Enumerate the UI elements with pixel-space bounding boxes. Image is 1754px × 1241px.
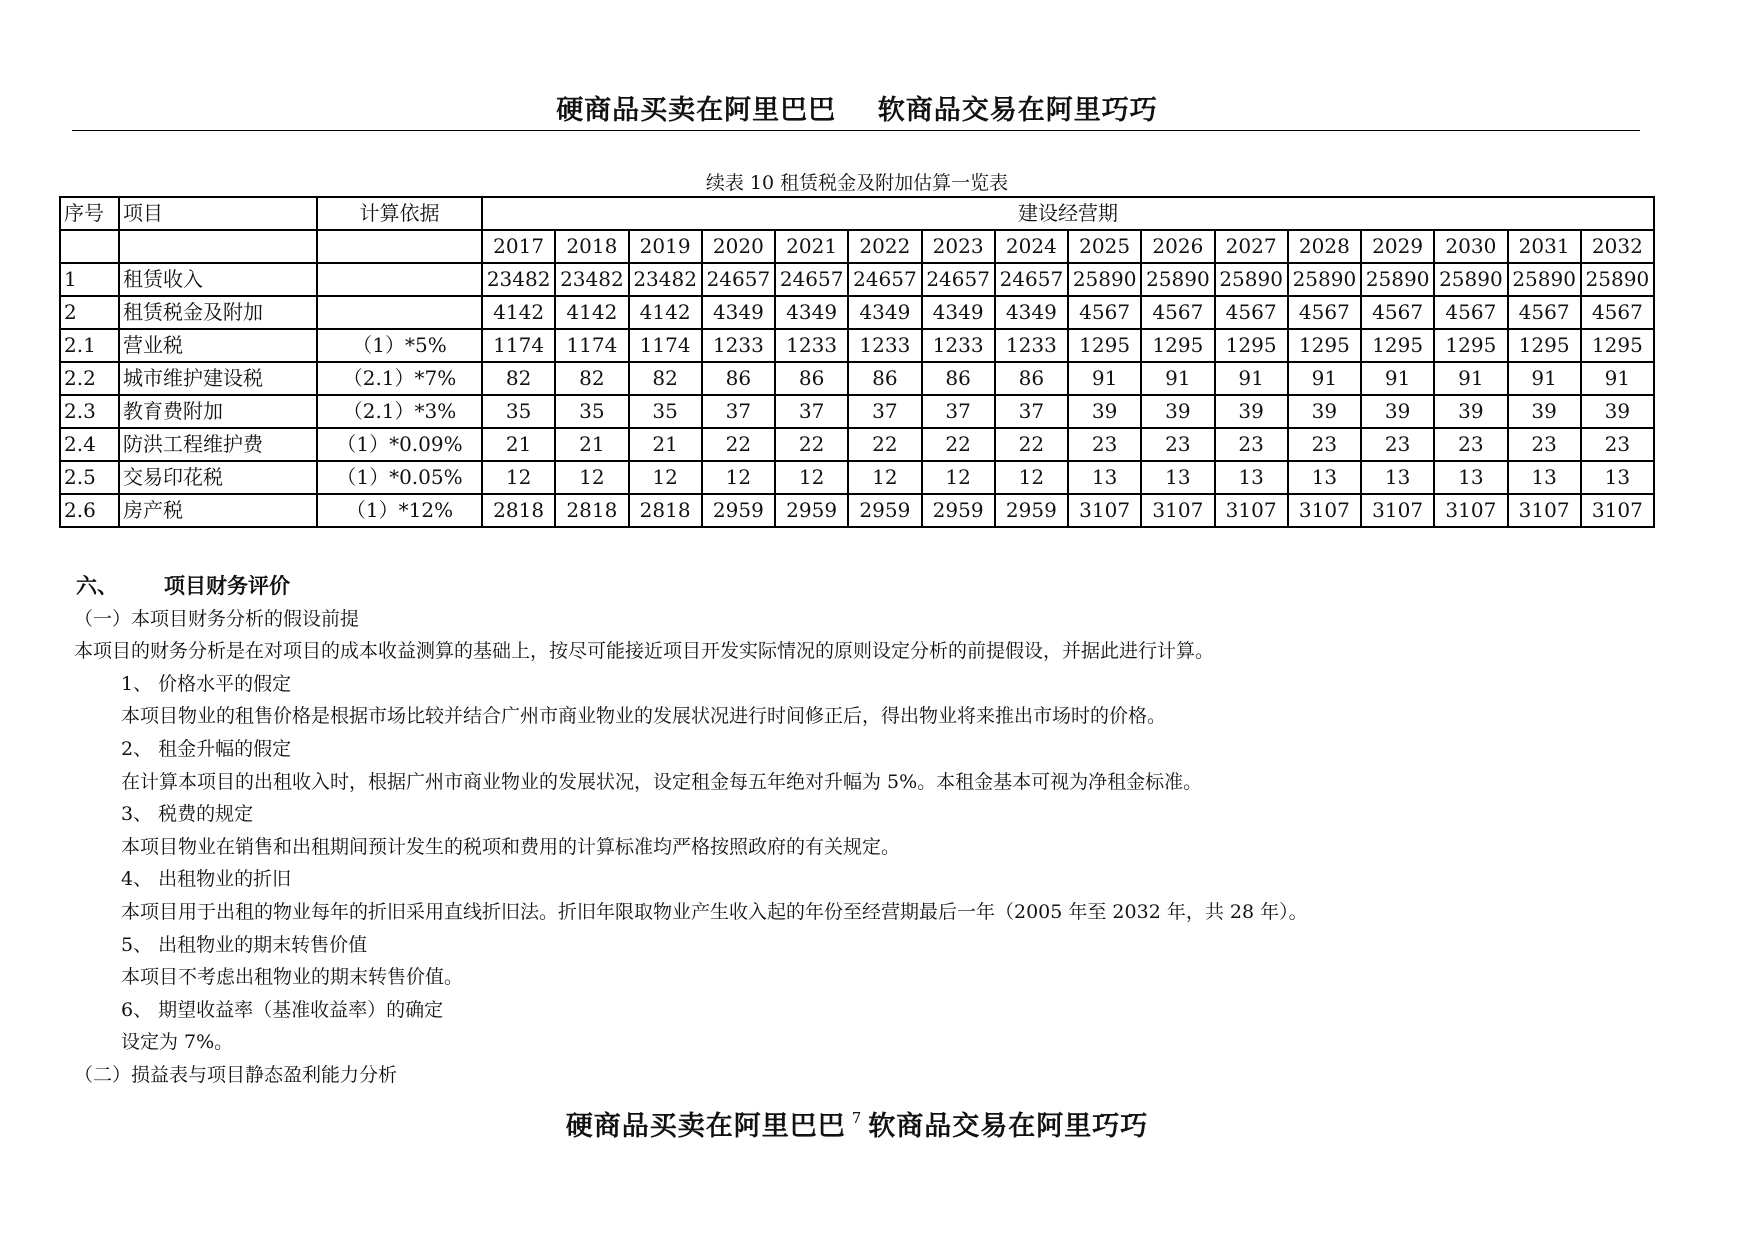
value-cell: 23 — [1068, 428, 1141, 461]
assumption-list — [76, 668, 1676, 1059]
value-cell: 4349 — [702, 296, 775, 329]
value-cell: 23 — [1581, 428, 1654, 461]
value-cell: 86 — [922, 362, 995, 395]
value-cell: 22 — [848, 428, 921, 461]
header-left: 硬商品买卖在阿里巴巴 — [556, 95, 837, 126]
value-cell: 23482 — [629, 263, 702, 296]
value-cell: 1233 — [848, 329, 921, 362]
assumption-body: 在计算本项目的出租收入时，根据广州市商业物业的发展状况，设定租金每五年绝对升幅为 5%。本租金基本可视为净租金标准。 — [121, 770, 1203, 793]
year-cell: 2030 — [1434, 230, 1507, 263]
value-cell: 2959 — [848, 494, 921, 527]
row-basis: （1）*0.09% — [317, 428, 482, 461]
value-cell: 1295 — [1361, 329, 1434, 362]
value-cell: 82 — [482, 362, 555, 395]
table-row — [60, 296, 1654, 329]
value-cell: 3107 — [1141, 494, 1214, 527]
value-cell: 39 — [1581, 395, 1654, 428]
assumption-heading: 6、 期望收益率（基准收益率）的确定 — [121, 998, 444, 1021]
value-cell: 21 — [629, 428, 702, 461]
value-cell: 1295 — [1581, 329, 1654, 362]
value-cell: 1174 — [555, 329, 628, 362]
value-cell: 25890 — [1508, 263, 1581, 296]
value-cell: 12 — [995, 461, 1068, 494]
value-cell: 1174 — [629, 329, 702, 362]
value-cell: 12 — [702, 461, 775, 494]
value-cell: 24657 — [848, 263, 921, 296]
year-cell: 2019 — [629, 230, 702, 263]
value-cell: 24657 — [702, 263, 775, 296]
row-seq: 2.3 — [60, 395, 119, 428]
row-item: 教育费附加 — [119, 395, 317, 428]
value-cell: 21 — [555, 428, 628, 461]
value-cell: 82 — [555, 362, 628, 395]
row-seq: 2.5 — [60, 461, 119, 494]
value-cell: 86 — [995, 362, 1068, 395]
table-row — [60, 329, 1654, 362]
value-cell: 4349 — [922, 296, 995, 329]
value-cell: 12 — [482, 461, 555, 494]
value-cell: 3107 — [1215, 494, 1288, 527]
table-row — [60, 461, 1654, 494]
value-cell: 21 — [482, 428, 555, 461]
header-rule — [72, 130, 1640, 131]
value-cell: 91 — [1361, 362, 1434, 395]
row-basis: （1）*0.05% — [317, 461, 482, 494]
page-number: 7 — [851, 1109, 863, 1127]
assumption-heading: 1、 价格水平的假定 — [121, 672, 292, 695]
row-item: 租赁税金及附加 — [119, 296, 317, 329]
row-seq: 2.1 — [60, 329, 119, 362]
value-cell: 1295 — [1508, 329, 1581, 362]
year-cell: 2026 — [1141, 230, 1214, 263]
table-row — [60, 263, 1654, 296]
row-basis: （1）*5% — [317, 329, 482, 362]
table-row — [60, 362, 1654, 395]
value-cell: 12 — [775, 461, 848, 494]
head-item: 项目 — [119, 197, 317, 230]
value-cell: 37 — [848, 395, 921, 428]
value-cell: 1295 — [1215, 329, 1288, 362]
value-cell: 24657 — [995, 263, 1068, 296]
row-basis — [317, 296, 482, 329]
value-cell: 3107 — [1361, 494, 1434, 527]
value-cell: 23 — [1508, 428, 1581, 461]
assumption-heading: 5、 出租物业的期末转售价值 — [121, 933, 368, 956]
value-cell: 23 — [1288, 428, 1361, 461]
value-cell: 1295 — [1288, 329, 1361, 362]
year-cell: 2024 — [995, 230, 1068, 263]
row-seq: 2 — [60, 296, 119, 329]
table-head-row — [60, 197, 1654, 230]
value-cell: 25890 — [1215, 263, 1288, 296]
year-cell: 2023 — [922, 230, 995, 263]
row-seq: 2.2 — [60, 362, 119, 395]
value-cell: 91 — [1581, 362, 1654, 395]
value-cell: 37 — [922, 395, 995, 428]
assumption-heading: 3、 税费的规定 — [121, 803, 254, 826]
value-cell: 23 — [1141, 428, 1214, 461]
section-number: 六、 — [76, 573, 118, 598]
value-cell: 13 — [1215, 461, 1288, 494]
value-cell: 91 — [1288, 362, 1361, 395]
value-cell: 13 — [1581, 461, 1654, 494]
value-cell: 25890 — [1141, 263, 1214, 296]
value-cell: 4567 — [1141, 296, 1214, 329]
year-cell: 2029 — [1361, 230, 1434, 263]
value-cell: 39 — [1361, 395, 1434, 428]
value-cell: 3107 — [1288, 494, 1361, 527]
value-cell: 25890 — [1288, 263, 1361, 296]
assumption-body: 设定为 7%。 — [121, 1031, 234, 1054]
assumption-body: 本项目不考虑出租物业的期末转售价值。 — [121, 966, 464, 989]
value-cell: 4567 — [1288, 296, 1361, 329]
year-cell: 2031 — [1508, 230, 1581, 263]
value-cell: 4567 — [1361, 296, 1434, 329]
year-row-blank — [317, 230, 482, 263]
year-row-blank — [60, 230, 119, 263]
value-cell: 25890 — [1068, 263, 1141, 296]
value-cell: 91 — [1215, 362, 1288, 395]
value-cell: 22 — [775, 428, 848, 461]
subsection-1-title: （一）本项目财务分析的假设前提 — [74, 607, 360, 630]
value-cell: 1233 — [775, 329, 848, 362]
value-cell: 12 — [629, 461, 702, 494]
value-cell: 23 — [1361, 428, 1434, 461]
year-cell: 2028 — [1288, 230, 1361, 263]
value-cell: 39 — [1508, 395, 1581, 428]
footer-right: 软商品交易在阿里巧巧 — [868, 1111, 1149, 1142]
value-cell: 2818 — [629, 494, 702, 527]
value-cell: 1295 — [1141, 329, 1214, 362]
year-cell: 2032 — [1581, 230, 1654, 263]
value-cell: 23482 — [482, 263, 555, 296]
subsection-2-title: （二）损益表与项目静态盈利能力分析 — [74, 1063, 398, 1086]
value-cell: 39 — [1288, 395, 1361, 428]
row-item: 房产税 — [119, 494, 317, 527]
assumption-heading: 2、 租金升幅的假定 — [121, 737, 292, 760]
head-basis: 计算依据 — [317, 197, 482, 230]
value-cell: 3107 — [1508, 494, 1581, 527]
value-cell: 4349 — [775, 296, 848, 329]
value-cell: 3107 — [1068, 494, 1141, 527]
assumption-body: 本项目用于出租的物业每年的折旧采用直线折旧法。折旧年限取物业产生收入起的年份至经营期最后一年（2005 年至 2032 年，共 28 年）。 — [121, 900, 1308, 923]
row-basis: （2.1）*7% — [317, 362, 482, 395]
value-cell: 1174 — [482, 329, 555, 362]
page-footer — [0, 1104, 1714, 1143]
value-cell: 25890 — [1581, 263, 1654, 296]
value-cell: 82 — [629, 362, 702, 395]
value-cell: 4349 — [995, 296, 1068, 329]
value-cell: 23 — [1215, 428, 1288, 461]
head-period: 建设经营期 — [482, 197, 1654, 230]
value-cell: 2959 — [922, 494, 995, 527]
value-cell: 39 — [1215, 395, 1288, 428]
header-right: 软商品交易在阿里巧巧 — [877, 95, 1158, 126]
value-cell: 37 — [702, 395, 775, 428]
value-cell: 91 — [1141, 362, 1214, 395]
year-row — [60, 230, 1654, 263]
value-cell: 4567 — [1215, 296, 1288, 329]
value-cell: 2959 — [775, 494, 848, 527]
value-cell: 4567 — [1508, 296, 1581, 329]
value-cell: 86 — [702, 362, 775, 395]
value-cell: 13 — [1508, 461, 1581, 494]
value-cell: 35 — [555, 395, 628, 428]
value-cell: 24657 — [775, 263, 848, 296]
value-cell: 1295 — [1434, 329, 1507, 362]
row-basis: （1）*12% — [317, 494, 482, 527]
value-cell: 1233 — [702, 329, 775, 362]
value-cell: 13 — [1288, 461, 1361, 494]
value-cell: 91 — [1434, 362, 1507, 395]
value-cell: 12 — [555, 461, 628, 494]
row-item: 交易印花税 — [119, 461, 317, 494]
value-cell: 23 — [1434, 428, 1507, 461]
row-item: 防洪工程维护费 — [119, 428, 317, 461]
year-cell: 2027 — [1215, 230, 1288, 263]
row-seq: 2.4 — [60, 428, 119, 461]
value-cell: 13 — [1361, 461, 1434, 494]
year-cell: 2021 — [775, 230, 848, 263]
value-cell: 22 — [702, 428, 775, 461]
table-row — [60, 395, 1654, 428]
value-cell: 3107 — [1434, 494, 1507, 527]
value-cell: 22 — [922, 428, 995, 461]
row-item: 城市维护建设税 — [119, 362, 317, 395]
value-cell: 1233 — [922, 329, 995, 362]
value-cell: 35 — [629, 395, 702, 428]
value-cell: 4567 — [1068, 296, 1141, 329]
value-cell: 4142 — [555, 296, 628, 329]
value-cell: 25890 — [1434, 263, 1507, 296]
table-caption: 续表 10 租赁税金及附加估算一览表 — [705, 172, 1009, 194]
value-cell: 35 — [482, 395, 555, 428]
value-cell: 91 — [1068, 362, 1141, 395]
financial-section — [76, 570, 1676, 1092]
row-item: 租赁收入 — [119, 263, 317, 296]
year-cell: 2022 — [848, 230, 921, 263]
value-cell: 39 — [1068, 395, 1141, 428]
value-cell: 12 — [922, 461, 995, 494]
value-cell: 4567 — [1434, 296, 1507, 329]
assumption-heading: 4、 出租物业的折旧 — [121, 868, 292, 891]
tax-table — [59, 196, 1655, 528]
value-cell: 1233 — [995, 329, 1068, 362]
page-header — [0, 88, 1714, 127]
value-cell: 1295 — [1068, 329, 1141, 362]
year-cell: 2025 — [1068, 230, 1141, 263]
value-cell: 13 — [1068, 461, 1141, 494]
footer-left: 硬商品买卖在阿里巴巴 — [565, 1111, 846, 1142]
tax-table-body — [60, 197, 1654, 527]
row-seq: 2.6 — [60, 494, 119, 527]
row-seq: 1 — [60, 263, 119, 296]
section-heading — [76, 570, 1676, 603]
row-basis — [317, 263, 482, 296]
table-row — [60, 494, 1654, 527]
value-cell: 2818 — [482, 494, 555, 527]
value-cell: 86 — [848, 362, 921, 395]
value-cell: 12 — [848, 461, 921, 494]
value-cell: 24657 — [922, 263, 995, 296]
value-cell: 2959 — [702, 494, 775, 527]
table-row — [60, 428, 1654, 461]
value-cell: 3107 — [1581, 494, 1654, 527]
section-title: 项目财务评价 — [164, 573, 290, 598]
value-cell: 37 — [775, 395, 848, 428]
value-cell: 86 — [775, 362, 848, 395]
assumption-body: 本项目物业在销售和出租期间预计发生的税项和费用的计算标准均严格按照政府的有关规定。 — [121, 835, 901, 858]
intro-paragraph: 本项目的财务分析是在对项目的成本收益测算的基础上，按尽可能接近项目开发实际情况的原则设定分析的前提假设，并据此进行计算。 — [74, 640, 1215, 663]
row-item: 营业税 — [119, 329, 317, 362]
year-cell: 2018 — [555, 230, 628, 263]
value-cell: 4142 — [482, 296, 555, 329]
year-row-blank — [119, 230, 317, 263]
value-cell: 2959 — [995, 494, 1068, 527]
year-cell: 2017 — [482, 230, 555, 263]
value-cell: 23482 — [555, 263, 628, 296]
value-cell: 22 — [995, 428, 1068, 461]
year-cell: 2020 — [702, 230, 775, 263]
value-cell: 4142 — [629, 296, 702, 329]
value-cell: 13 — [1434, 461, 1507, 494]
value-cell: 13 — [1141, 461, 1214, 494]
value-cell: 25890 — [1361, 263, 1434, 296]
value-cell: 4567 — [1581, 296, 1654, 329]
value-cell: 2818 — [555, 494, 628, 527]
row-basis: （2.1）*3% — [317, 395, 482, 428]
value-cell: 39 — [1434, 395, 1507, 428]
assumption-body: 本项目物业的租售价格是根据市场比较并结合广州市商业物业的发展状况进行时间修正后，得出物业将来推出市场时的价格。 — [121, 705, 1167, 728]
value-cell: 39 — [1141, 395, 1214, 428]
head-seq: 序号 — [60, 197, 119, 230]
value-cell: 37 — [995, 395, 1068, 428]
value-cell: 91 — [1508, 362, 1581, 395]
value-cell: 4349 — [848, 296, 921, 329]
